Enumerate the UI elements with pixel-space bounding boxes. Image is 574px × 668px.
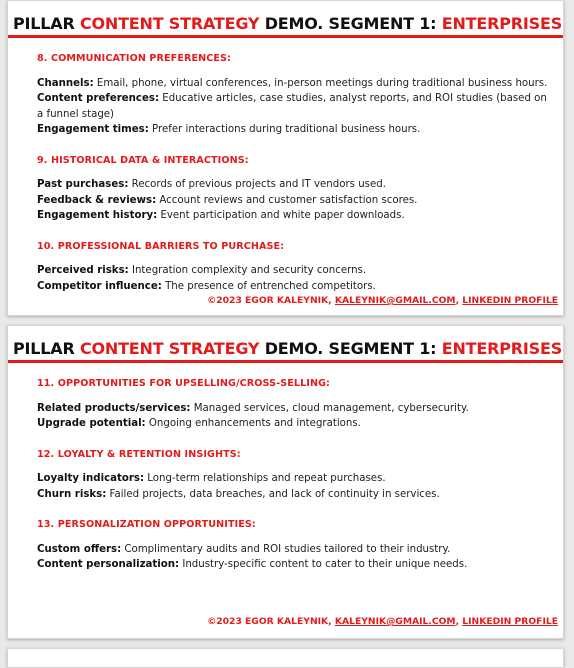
list-item [37,279,553,295]
item-text: Failed projects, data breaches, and lack of continuity in services. [106,488,440,500]
list-item [37,471,553,487]
item-text: The presence of entrenched competitors. [161,280,376,292]
section [37,376,553,432]
slide-page-1 [7,0,564,316]
copyright-text: ©2023 EGOR KALEYNIK, [207,295,335,306]
section [37,239,553,295]
linkedin-link[interactable]: LINKEDIN PROFILE [462,295,558,306]
linkedin-link[interactable]: LINKEDIN PROFILE [462,616,558,627]
title-highlight: ENTERPRISES [441,339,563,358]
section-heading: 11. OPPORTUNITIES FOR UPSELLING/CROSS-SELLING: [37,378,330,389]
item-label: Content personalization: [37,559,180,570]
item-text: Integration complexity and security concerns. [128,265,367,276]
item-label: Custom offers: [37,543,122,555]
item-label: Upgrade potential: [37,418,146,429]
title-part: PILLAR [13,339,80,358]
item-text: Complimentary audits and ROI studies tailored to their industry. [121,543,451,555]
section-heading: 12. LOYALTY & RETENTION INSIGHTS: [37,448,241,460]
title-part: DEMO. SEGMENT 1: [259,14,442,33]
item-label: Churn risks: [37,488,107,500]
title-part: PILLAR [13,14,80,33]
slide-page-3-partial [7,648,564,668]
section [37,153,553,224]
item-label: Engagement times: [37,124,149,135]
item-text: Ongoing enhancements and integrations. [145,418,361,429]
item-text: Prefer interactions during traditional business hours. [148,124,421,135]
title-highlight: ENTERPRISES [441,14,563,33]
title-highlight: CONTENT STRATEGY [79,14,260,33]
title-divider [8,360,563,363]
page-content [37,51,553,309]
item-text: Industry-specific content to cater to their unique needs. [179,559,468,570]
page-title [13,14,562,33]
list-item [37,487,553,503]
list-item [37,76,553,92]
page-title [13,339,562,358]
list-item [37,401,553,417]
slide-page-2 [7,325,564,639]
title-divider [8,35,563,38]
section-heading: 9. HISTORICAL DATA & INTERACTIONS: [37,154,249,166]
item-label: Feedback & reviews: [37,194,157,206]
email-link[interactable]: KALEYNIK@GMAIL.COM [334,295,456,306]
item-label: Engagement history: [37,210,158,221]
item-label: Channels: [37,77,94,89]
item-text: Account reviews and customer satisfaction scores. [156,194,418,206]
title-highlight: CONTENT STRATEGY [79,339,260,358]
list-item [37,208,553,224]
title-part: DEMO. SEGMENT 1: [259,339,442,358]
copyright-text: ©2023 EGOR KALEYNIK, [207,616,335,627]
section [37,447,553,503]
list-item [37,263,553,279]
list-item [37,91,553,122]
section [37,517,553,573]
item-label: Related products/services: [37,402,191,414]
email-link[interactable]: KALEYNIK@GMAIL.COM [334,616,456,627]
item-text: Long-term relationships and repeat purchases. [144,473,386,484]
item-text: Event participation and white paper downloads. [157,210,405,221]
page-footer [207,295,558,306]
item-text: Records of previous projects and IT vendors used. [128,179,386,190]
list-item [37,557,553,573]
page-footer [207,616,558,627]
item-text: Email, phone, virtual conferences, in-person meetings during traditional business hours. [93,77,548,89]
footer-separator: , [455,616,463,627]
section-heading: 8. COMMUNICATION PREFERENCES: [37,53,231,64]
item-label: Loyalty indicators: [37,473,145,484]
page-content [37,376,553,588]
list-item [37,542,553,558]
section-heading: 10. PROFESSIONAL BARRIERS TO PURCHASE: [37,240,285,252]
list-item [37,177,553,193]
list-item [37,416,553,432]
list-item [37,193,553,209]
footer-separator: , [455,295,463,306]
list-item [37,122,553,138]
item-text: Educative articles, case studies, analyst reports, and ROI studies (based on a funnel stage) [37,93,547,120]
section-heading: 13. PERSONALIZATION OPPORTUNITIES: [37,519,256,530]
section [37,51,553,138]
item-label: Competitor influence: [37,280,162,292]
item-label: Past purchases: [37,179,129,190]
item-label: Perceived risks: [37,265,129,276]
item-label: Content preferences: [37,93,160,104]
item-text: Managed services, cloud management, cybersecurity. [190,402,469,414]
